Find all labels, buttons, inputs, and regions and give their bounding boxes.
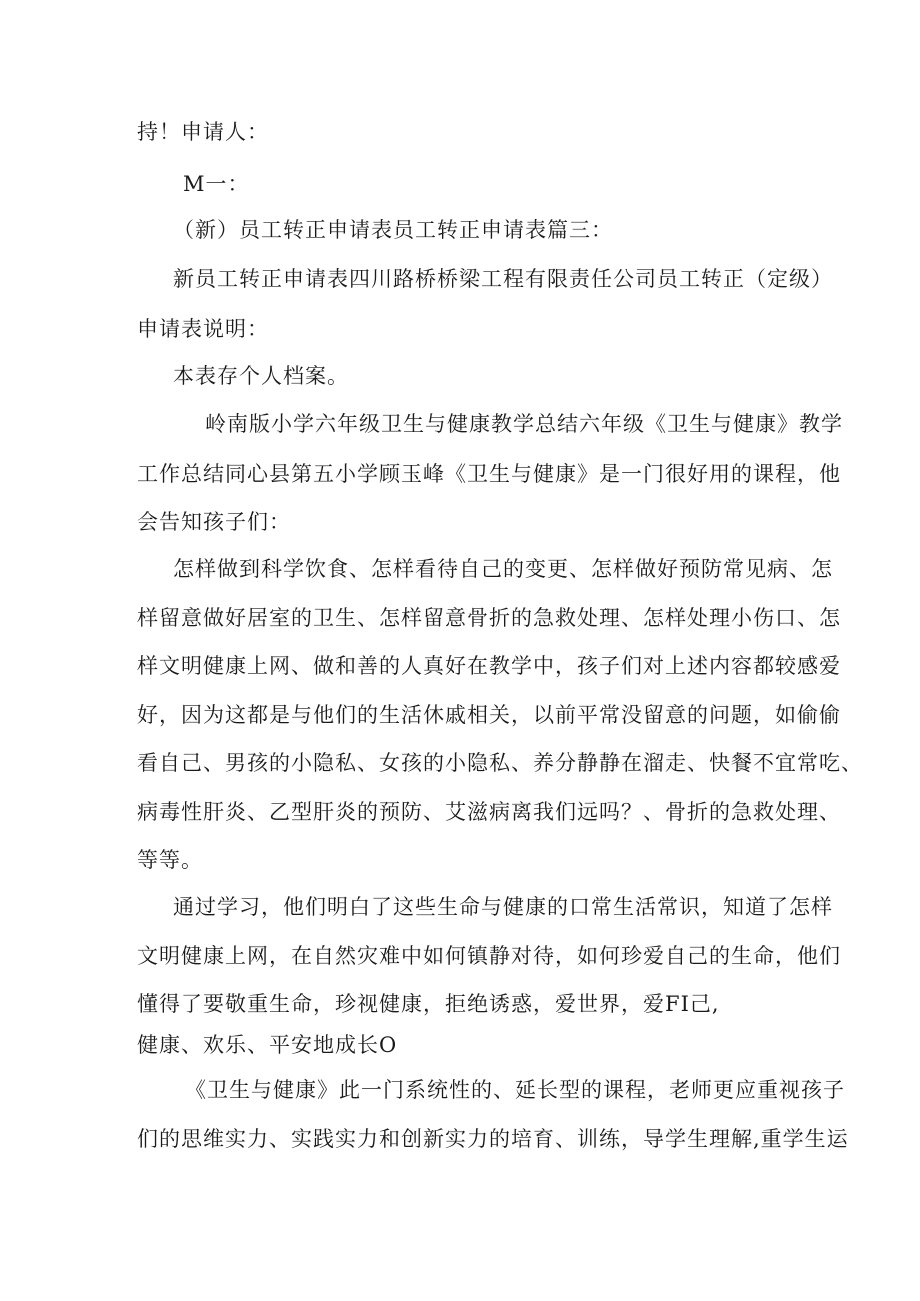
text-line-18: 文明健康上网，在自然灾难中如何镇静对待，如何珍爱自己的生命，他们 xyxy=(137,944,841,968)
text-line-8: 工作总结同心县第五小学顾玉峰《卫生与健康》是一门很好用的课程，他 xyxy=(137,462,841,486)
text-line-7: 岭南版小学六年级卫生与健康教学总结六年级《卫生与健康》教学 xyxy=(205,412,843,436)
text-line-20: 健康、欢乐、平安地成长O xyxy=(137,1033,398,1057)
text-line-5: 申请表说明： xyxy=(137,317,269,341)
text-line-15: 病毒性肝炎、乙型肝炎的预防、艾滋病离我们远吗？、骨折的急救处理、 xyxy=(137,800,841,824)
text-line-6: 本表存个人档案。 xyxy=(173,364,349,388)
text-line-17: 通过学习，他们明白了这些生命与健康的口常生活常识，知道了怎样 xyxy=(173,895,833,919)
text-line-9: 会告知孩子们： xyxy=(137,510,291,534)
text-line-14: 看自己、男孩的小隐私、女孩的小隐私、养分静静在溜走、快餐不宜常吃、 xyxy=(137,751,863,775)
text-line-10: 怎样做到科学饮食、怎样看待自己的变更、怎样做好预防常见病、怎 xyxy=(173,557,833,581)
text-line-22: 们的思维实力、实践实力和创新实力的培育、训练，导学生理解,重学生运 xyxy=(137,1127,849,1151)
text-line-4: 新员工转正申请表四川路桥桥梁工程有限责任公司员工转正（定级） xyxy=(173,267,833,291)
text-line-12: 样文明健康上网、做和善的人真好在教学中，孩子们对上述内容都较感爱 xyxy=(137,654,841,678)
text-line-11: 样留意做好居室的卫生、怎样留意骨折的急救处理、怎样处理小伤口、怎 xyxy=(137,606,841,630)
text-line-19: 懂得了要敬重生命，珍视健康，拒绝诱惑，爱世界，爱FI己, xyxy=(137,992,720,1016)
text-line-21: 《卫生与健康》此一门系统性的、延长型的课程，老师更应重视孩子 xyxy=(185,1078,845,1102)
text-line-16: 等等。 xyxy=(137,848,203,872)
text-line-2: M一： xyxy=(183,172,250,196)
text-line-13: 好，因为这都是与他们的生活休戚相关，以前平常没留意的问题，如偷偷 xyxy=(137,703,841,727)
text-line-3: （新）员工转正申请表员工转正申请表篇三： xyxy=(173,218,613,242)
text-line-1: 持！申请人： xyxy=(137,120,269,144)
